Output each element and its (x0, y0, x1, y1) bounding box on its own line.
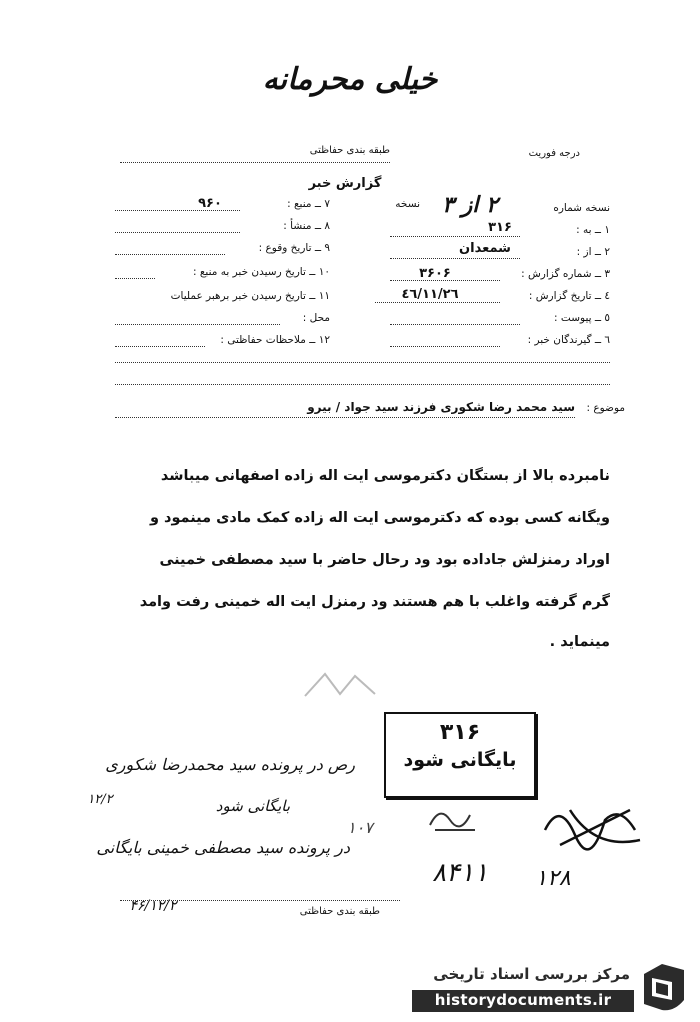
field-from-value: شمعدان (459, 241, 511, 256)
body-line-3: اوراد رمنزلش جاداده بود ود رحال حاضر با سید مصطفی خمینی (159, 552, 610, 568)
field-security-notes-label: ۱۲ ــ ملاحظات حفاظتی : (220, 334, 330, 346)
annotation-line-3: در پرونده سید مصطفی خمینی بایگانی (96, 838, 350, 857)
body-line-4: گرم گرفته واغلب با هم هستند ود رمنزل ایت اله خمینی رفت وامد (139, 594, 610, 610)
field-attachment-label: ٥ ــ پیوست : (554, 312, 610, 324)
copy-suffix-label: نسخه (395, 198, 420, 210)
subject-label: موضوع : (586, 402, 625, 414)
field-from-label: ۲ ــ از : (576, 246, 610, 258)
field-report-number-label: ۳ ــ شماره گزارش : (521, 268, 610, 280)
field-origin-label: ۸ ــ منشأ : (283, 220, 330, 232)
annotation-line-1: رص در پرونده سید محمدرضا شکوری (105, 755, 355, 774)
field-place-label: محل : (302, 312, 330, 324)
field-occurrence-date-line (115, 254, 225, 255)
footer-line (120, 900, 400, 901)
annotation-left-note: ۱۲/۲ (87, 792, 113, 807)
field-source-receipt-line (115, 278, 155, 279)
annotation-number-mark-2: ۱۲۸ (535, 866, 571, 891)
field-source-label: ۷ ــ منبع : (287, 198, 330, 210)
field-to-line (390, 236, 520, 237)
body-line-1: نامبرده بالا از بستگان دکترموسی ایت اله زاده اصفهانی میباشد (160, 468, 610, 484)
classification-dotted-line (120, 162, 390, 163)
watermark-url: historydocuments.ir (434, 991, 612, 1009)
field-report-number-value: ۳۶۰۶ (419, 266, 451, 281)
subject-line (115, 417, 575, 418)
watermark-logo-icon (636, 960, 688, 1014)
field-to-value: ۳۱۶ (488, 220, 512, 235)
stamp-number: ۳۱۶ (439, 720, 481, 745)
handwritten-title: خیلی محرمانه (262, 62, 438, 97)
field-to-label: ۱ ــ به : (576, 224, 610, 236)
stamp-text: بایگانی شود (403, 749, 517, 771)
field-source-value: ۹۶۰ (198, 196, 222, 211)
annotation-line-2: بایگانی شود (215, 797, 290, 815)
field-operations-receipt-label: ۱۱ ــ تاریخ رسیدن خبر برهبر عملیات (170, 290, 330, 302)
body-line-2: ویگانه کسی بوده که دکترموسی ایت اله زاده کمک مادی مینمود و (149, 510, 610, 526)
signature-scribble (540, 790, 650, 860)
annotation-center-number: ۱۰۷ (347, 818, 373, 837)
annotation-number-mark: ۸۴۱۱ (432, 858, 488, 888)
field-report-date-line (375, 302, 500, 303)
field-report-date-value: ٤٦/١١/٢٦ (401, 287, 459, 302)
watermark-org-name: مرکز بررسی اسناد تاریخی (433, 965, 630, 983)
annotation-date: ۴۶/۱۲/۲ (129, 898, 177, 914)
classification-label: طبقه بندی حفاظتی (309, 145, 390, 156)
initial-scribble (425, 800, 485, 836)
footer-classification-label: طبقه بندی حفاظتی (299, 906, 380, 917)
field-origin-line (115, 232, 240, 233)
field-place-line (115, 324, 280, 325)
archive-stamp (384, 712, 536, 798)
field-from-line (390, 258, 520, 259)
field-recipients-line (390, 346, 500, 347)
blank-line-2 (115, 384, 610, 385)
body-line-5: مینماید . (549, 634, 610, 650)
field-security-notes-line (115, 346, 205, 347)
subject-text: سید محمد رضا شکوری فرزند سید جواد / بیرو (307, 400, 575, 414)
priority-label: درجه فوریت (528, 148, 580, 159)
blank-line-1 (115, 362, 610, 363)
faint-stamp-mark (300, 668, 390, 702)
report-title: گزارش خبر (308, 176, 382, 191)
field-source-receipt-label: ۱۰ ــ تاریخ رسیدن خبر به منبع : (192, 266, 330, 278)
copy-number-label: نسخه شماره (553, 202, 610, 214)
field-occurrence-date-label: ۹ ــ تاریخ وقوع : (258, 242, 330, 254)
copy-handwritten-count: ۲ از ۳ (442, 192, 498, 218)
field-report-date-label: ٤ ــ تاریخ گزارش : (528, 290, 610, 302)
field-attachment-line (390, 324, 520, 325)
field-recipients-label: ٦ ــ گیرندگان خبر : (527, 334, 610, 346)
